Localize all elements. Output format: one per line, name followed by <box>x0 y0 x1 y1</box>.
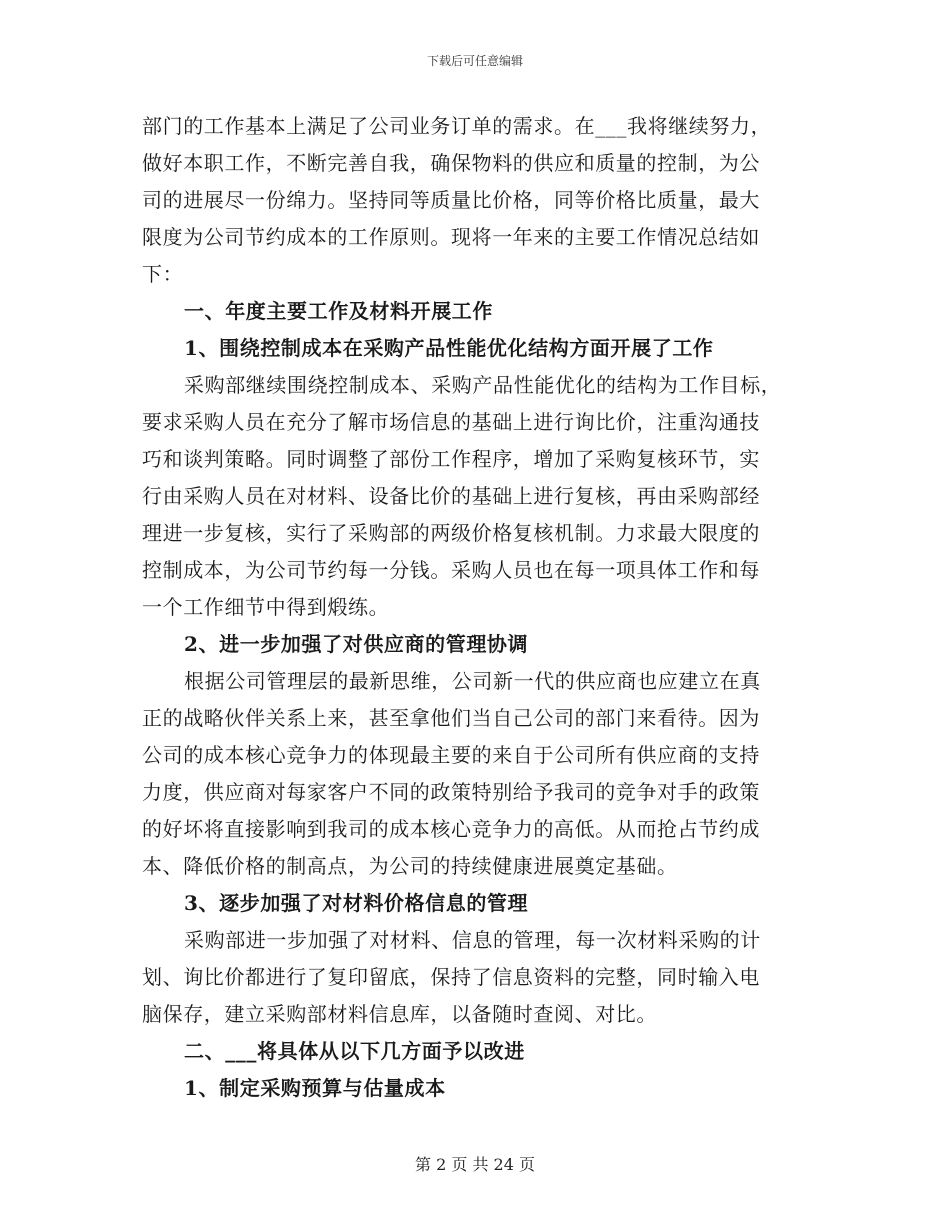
page-header: 下载后可任意编辑 <box>426 54 523 68</box>
section-heading-annual-work: 一、年度主要工作及材料开展工作 <box>184 299 493 323</box>
subsection-heading-cost-control: 1、围绕控制成本在采购产品性能优化结构方面开展了工作 <box>184 336 714 360</box>
body-line-12: 理进一步复核，实行了采购部的两级价格复核机制。力求最大限度的 <box>142 521 760 545</box>
body-line-11: 行由采购人员在对材料、设备比价的基础上进行复核，再由采购部经 <box>142 484 760 508</box>
body-line-10: 巧和谈判策略。同时调整了部份工作程序，增加了采购复核环节，实 <box>142 447 760 471</box>
body-line-4: 限度为公司节约成本的工作原则。现将一年来的主要工作情况总结如 <box>142 225 760 249</box>
body-line-17: 正的战略伙伴关系上来，甚至拿他们当自己公司的部门来看待。因为 <box>142 706 760 730</box>
body-line-2: 做好本职工作，不断完善自我，确保物料的供应和质量的控制，为公 <box>142 151 760 175</box>
body-line-13: 控制成本，为公司节约每一分钱。采购人员也在每一项具体工作和每 <box>142 558 760 582</box>
body-line-24: 划、询比价都进行了复印留底，保持了信息资料的完整，同时输入电 <box>142 965 760 989</box>
body-line-18: 公司的成本核心竞争力的体现最主要的来自于公司所有供应商的支持 <box>142 743 760 767</box>
body-line-23: 采购部进一步加强了对材料、信息的管理，每一次材料采购的计 <box>184 928 761 952</box>
subsection-heading-price-information: 3、逐步加强了对材料价格信息的管理 <box>184 891 529 915</box>
body-line-20: 的好坏将直接影响到我司的成本核心竞争力的高低。从而抢占节约成 <box>142 817 760 841</box>
subsection-heading-supplier-management: 2、进一步加强了对供应商的管理协调 <box>184 632 529 656</box>
body-line-21: 本、降低价格的制高点，为公司的持续健康进展奠定基础。 <box>142 854 678 878</box>
page-footer: 第 2 页 共 24 页 <box>415 1155 535 1174</box>
section-heading-improvements: 二、___将具体从以下几方面予以改进 <box>184 1039 525 1063</box>
document-body <box>142 108 808 1107</box>
body-line-14: 一个工作细节中得到煅练。 <box>142 595 390 619</box>
body-line-16: 根据公司管理层的最新思维，公司新一代的供应商也应建立在真 <box>184 669 761 693</box>
body-line-9: 要求采购人员在充分了解市场信息的基础上进行询比价，注重沟通技 <box>142 410 760 434</box>
body-line-8: 采购部继续围绕控制成本、采购产品性能优化的结构为工作目标， <box>184 373 782 397</box>
body-line-19: 力度，供应商对每家客户不同的政策特别给予我司的竞争对手的政策 <box>142 780 760 804</box>
subsection-heading-budget: 1、制定采购预算与估量成本 <box>184 1076 446 1100</box>
body-line-1: 部门的工作基本上满足了公司业务订单的需求。在___我将继续努力， <box>142 114 772 138</box>
body-line-5: 下： <box>142 262 184 286</box>
body-line-25: 脑保存，建立采购部材料信息库，以备随时查阅、对比。 <box>142 1002 657 1026</box>
body-line-3: 司的进展尽一份绵力。坚持同等质量比价格，同等价格比质量，最大 <box>142 188 760 212</box>
